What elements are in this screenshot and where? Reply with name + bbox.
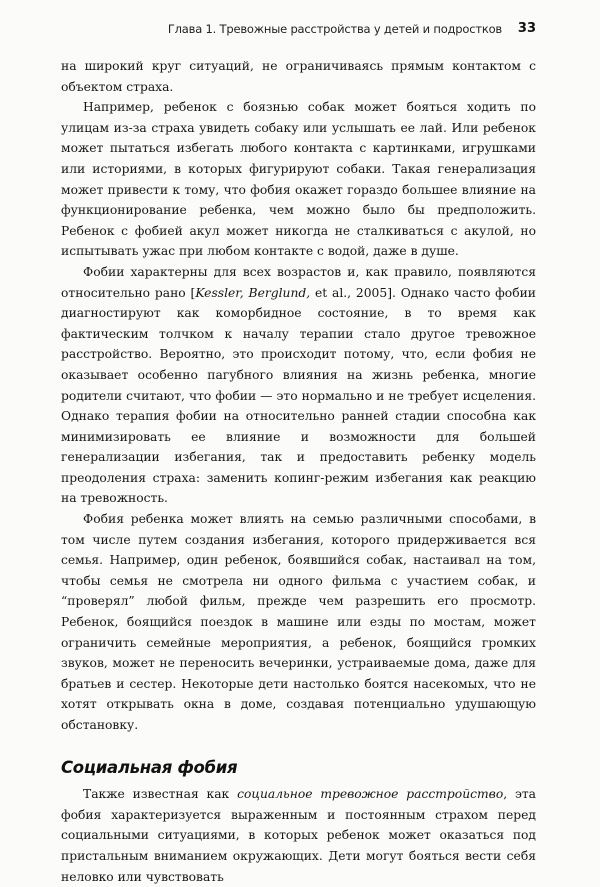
paragraph-3-text-a: Фобии характерны для всех возрастов и, как правило, появляются относительно рано [ <box>61 264 536 300</box>
paragraph-3-text-b: . Однако часто фобии диагностируют как коморбидное состояние, в то время как фактическим толчком к началу терапии стало другое тревожное расстройство. Вероятно, это происходит потому, что, если фобия не оказывает особенно пагубного влияния на жизнь ребенка, многие родители считают, что фобии — это нормально и не требует исцеления. Однако терапия фобии на относительно ранней стадии способна как минимизировать ее влияние и возможности для большей генерализации избегания, так и предоставить ребенку модель преодоления страха: заменить копинг-режим избегания как реакцию на тревожность. <box>61 285 536 506</box>
page-header <box>0 22 600 42</box>
paragraph-1: на широкий круг ситуаций, не ограничиваясь прямым контактом с объектом страха. <box>61 59 536 94</box>
paragraph-5-text-b: , эта фобия характеризуется выраженным и постоянным страхом перед социальными ситуациями, в которых ребенок может оказаться под пристальным вниманием окружающих. Дети могут бояться вести себя неловко или чувствовать <box>61 787 536 884</box>
paragraph-3 <box>61 262 536 509</box>
citation-rest: et al., 2005] <box>310 285 392 300</box>
term-italic: социальное тревожное расстройство <box>237 787 504 802</box>
section-heading: Социальная фобия <box>61 757 238 777</box>
citation-authors: Kessler, Berglund, <box>195 285 311 300</box>
paragraph-2: Например, ребенок с боязнью собак может бояться ходить по улицам из-за страха увидеть собаку или услышать ее лай. Или ребенок может пытаться избегать любого контакта с картинками, игрушками или историями, в которых фигурируют собаки. Такая генерализация может привести к тому, что фобия окажет гораздо большее влияние на функционирование ребенка, чем можно было бы предположить. Ребенок с фобией акул может никогда не сталкиваться с акулой, но испытывать ужас при любом контакте с водой, даже в душе. <box>61 100 536 259</box>
paragraph-5 <box>61 784 536 887</box>
running-title: Глава 1. Тревожные расстройства у детей и подростков <box>167 22 502 36</box>
page-body <box>61 56 536 887</box>
page-number: 33 <box>517 21 536 36</box>
paragraph-4: Фобия ребенка может влиять на семью различными способами, в том числе путем создания избегания, которого придерживается вся семья. Например, один ребенок, боявшийся собак, настаивал на том, чтобы семья не смотрела ни одного фильма с участием собак, и “проверял” любой фильм, прежде чем разрешить его просмотр. Ребенок, боящийся поездок в машине или езды по мостам, может ограничить семейные мероприятия, а ребенок, боящийся громких звуков, может не переносить вечеринки, устраиваемые дома, даже для братьев и сестер. Некоторые дети настолько боятся насекомых, что не хотят открывать окна в доме, создавая потенциально удушающую обстановку. <box>61 512 536 732</box>
paragraph-5-text-a: Также известная как <box>83 787 238 802</box>
